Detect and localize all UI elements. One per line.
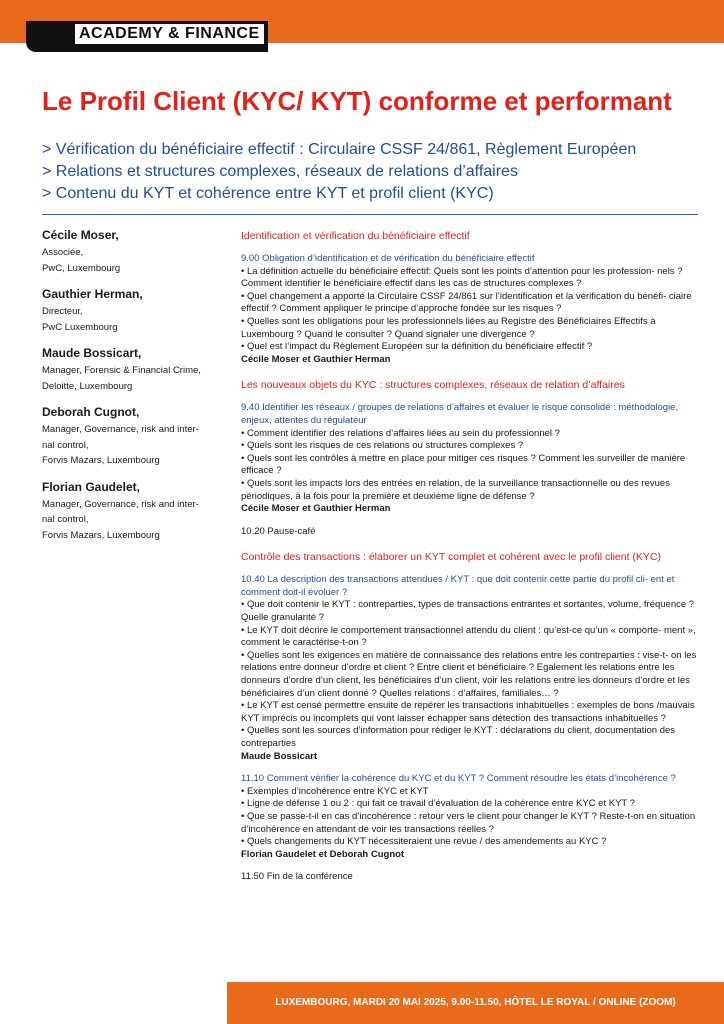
session: [241, 574, 699, 763]
speaker-card: [42, 286, 222, 335]
speaker-card: [42, 227, 222, 276]
topic-list: [42, 139, 702, 205]
break-item: 10.20 Pause-café: [241, 525, 316, 537]
section-heading: Les nouveaux objets du KYC : structures complexes, réseaux de relation d’affaires: [241, 379, 625, 392]
speaker-name: Maude Bossicart,: [42, 346, 142, 360]
session-speakers: Maude Bossicart: [241, 750, 318, 762]
speaker-role: Manager, Governance, risk and inter-: [42, 424, 199, 435]
footer-banner: LUXEMBOURG, MARDI 20 MAI 2025, 9.00-11.50, HÔTEL LE ROYAL / ONLINE (ZOOM): [227, 982, 724, 1024]
session-time: 9.40: [241, 402, 260, 414]
bullet-item: • Le KYT doit décrire le comportement transactionnel attendu du client : qu’est-ce qu’un « comporte- ment », comment le caractérise-t-on ?: [241, 624, 696, 649]
session-title: Comment vérifier la cohérence du KYC et du KYT ? Comment résoudre les états d’incohérence ?: [266, 773, 676, 785]
session: [241, 773, 699, 861]
speaker-list: [42, 227, 222, 553]
bullet-item: • Quelles sont les sources d’information pour rédiger le KYT : déclarations du client, documentation des contreparties: [241, 725, 676, 749]
session-speakers: Cécile Moser et Gauthier Herman: [241, 503, 391, 515]
session-title: Obligation d’identification et de vérification du bénéficiaire effectif: [262, 253, 535, 264]
speaker-name: Cécile Moser,: [42, 228, 119, 242]
session-speakers: Florian Gaudelet et Deborah Cugnot: [241, 848, 405, 860]
bullet-item: • Quels changements du KYT nécessiteraient une revue / des amendements au KYC ?: [241, 836, 607, 848]
session-heading: [241, 402, 699, 427]
speaker-role: Associée,: [42, 247, 84, 258]
speaker-company: Forvis Mazars, Luxembourg: [42, 529, 160, 541]
speaker-name: Gauthier Herman,: [42, 287, 143, 301]
bullet-item: • Quelles sont les exigences en matière de connaissance des relations entre les contreparties : vise-t- on les relations entre donneur d’ordre et client ? Entre client et bénéficiaire ? Egalement les relations entre les donneurs d’ordre d’un client, les bénéficiaires d’un client, voir les relations entre les donneurs d’ordre et les bénéficiaires d’un client donné ? Quelles relations : d’affaires, familiales… ?: [241, 649, 697, 699]
program: [241, 229, 699, 884]
page-title: Le Profil Client (KYC/ KYT) conforme et performant: [42, 86, 672, 116]
speaker-role: nal control,: [42, 514, 89, 525]
bullet-item: • Que se passe-t-il en cas d’incohérence : retour vers le client pour changer le KYT ? Reste-t-on en situation d’incohérence en attendant de voir les transactions réelles ?: [241, 810, 696, 835]
topic-item: > Contenu du KYT et cohérence entre KYT et profil client (KYC): [42, 185, 494, 202]
speaker-card: [42, 404, 222, 469]
session-time: 10.40: [241, 574, 265, 586]
speaker-name: Deborah Cugnot,: [42, 405, 140, 419]
end-item: 11.50 Fin de la conférence: [241, 871, 353, 883]
topic-item: > Vérification du bénéficiaire effectif : Circulaire CSSF 24/861, Règlement Européen: [42, 141, 637, 158]
speaker-role: Manager, Governance, risk and inter-: [42, 498, 199, 510]
session-heading: [241, 773, 699, 786]
speaker-company: Deloitte, Luxembourg: [42, 380, 133, 392]
speaker-role: Manager, Forensic & Financial Crime,: [42, 365, 201, 376]
bullet-item: • Ligne de défense 1 ou 2 : qui fait ce travail d’évaluation de la cohérence entre KYC et KYT ?: [241, 798, 635, 810]
bullet-item: • Quelles sont les obligations pour les professionnels liées au Registre des Bénéficiaires Effectifs à Luxembourg ? Quand le consulter ? Quand signaler une divergence ?: [241, 315, 656, 340]
section-heading: Identification et vérification du bénéficiaire effectif: [241, 230, 470, 242]
session-heading: [241, 574, 699, 599]
session-time: 11.10: [241, 773, 265, 785]
section-heading: Contrôle des transactions : élaborer un KYT complet et cohérent avec le profil client (KYC): [241, 551, 662, 564]
bullet-item: • Exemples d’incohérence entre KYC et KYT: [241, 785, 429, 797]
bullet-item: • Quels sont les impacts lors des entrées en relation, de la surveillance transactionnelle ou des revues périodiques, à la fois pour la première et deuxième ligne de défense ?: [241, 477, 670, 502]
speaker-company: PwC, Luxembourg: [42, 262, 121, 274]
speaker-name: Florian Gaudelet,: [42, 479, 141, 494]
speaker-card: [42, 479, 222, 544]
speaker-role: nal control,: [42, 439, 89, 451]
divider: [42, 214, 698, 215]
bullet-item: • Quels sont les contrôles à mettre en place pour mitiger ces risques ? Comment les surveiller de manière efficace ?: [241, 452, 686, 477]
bullet-item: • Que doit contenir le KYT : contreparties, types de transactions entrantes et sortantes, volume, fréquence ? Quelle granularité ?: [241, 599, 695, 624]
session-title: La description des transactions attendues / KYT : que doit contenir cette partie du profil cli- ent et comment doit-il évoluer ?: [241, 574, 675, 598]
session-speakers: Cécile Moser et Gauthier Herman: [241, 353, 391, 365]
speaker-card: [42, 345, 222, 394]
speaker-role: Directeur,: [42, 306, 83, 317]
session: [241, 253, 699, 366]
topic-item: > Relations et structures complexes, réseaux de relations d’affaires: [42, 163, 518, 180]
session-title: Identifier les réseaux / groupes de relations d’affaires et évaluer le risque consolidé : méthodologie, enjeux, attentes du régulateur: [241, 402, 679, 426]
bullet-item: • Comment identifier des relations d’affaires liées au sein du professionnel ?: [241, 427, 560, 439]
session-time: 9.00: [241, 253, 260, 264]
bullet-item: • Le KYT est censé permettre ensuite de repérer les transactions inhabituelles : exemples de bons /mauvais KYT imprécis ou incomplets qui vont laisser échapper sans détection des transactions inhabituelles ?: [241, 700, 695, 724]
bullet-item: • La définition actuelle du bénéficiaire effectif: Quels sont les points d’attention pour les profession- nels ? Comment identifier le bénéficiaire effectif dans les cas de structures complexes ?: [241, 265, 683, 290]
speaker-company: PwC Luxembourg: [42, 321, 118, 333]
bullet-item: • Quel est l’impact du Règlement Européen sur la définition du bénéficiaire effectif ?: [241, 341, 593, 353]
session-heading: [241, 253, 699, 266]
bullet-item: • Quel changement a apporté la Circulaire CSSF 24/861 sur l’identification et la vérification du bénéfi- ciaire effectif ? Comment appliquer le principe d’approche fondée sur les risques ?: [241, 290, 692, 315]
brand-logo: ACADEMY & FINANCE: [74, 23, 265, 45]
session: [241, 402, 699, 515]
speaker-company: Forvis Mazars, Luxembourg: [42, 455, 160, 466]
bullet-item: • Quels sont les risques de ces relations ou structures complexes ?: [241, 440, 524, 452]
